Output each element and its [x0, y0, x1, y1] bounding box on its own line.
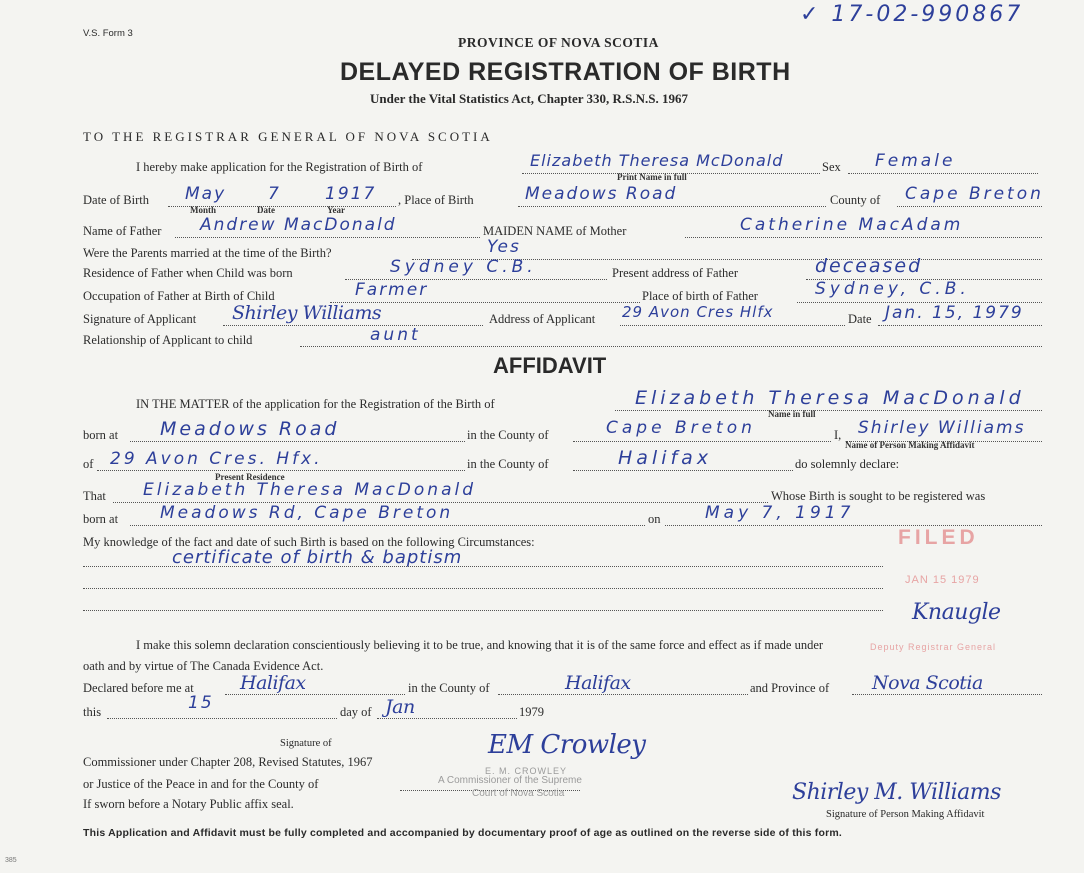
pob-label: , Place of Birth [398, 193, 474, 207]
residence-caption: Present Residence [215, 472, 285, 482]
notary-line: If sworn before a Notary Public affix seal. [83, 797, 294, 811]
declare-label: do solemnly declare: [795, 457, 900, 471]
registrar-address: TO THE REGISTRAR GENERAL OF NOVA SCOTIA [83, 129, 493, 144]
residence-label: Residence of Father when Child was born [83, 266, 293, 280]
present-address-value: deceased [815, 255, 923, 277]
knowledge-label: My knowledge of the fact and date of such Birth is based on the following Circumstances: [83, 535, 535, 549]
commissioner-stamp-line2: Court of Nova Scotia [472, 788, 565, 799]
document-title: DELAYED REGISTRATION OF BIRTH [340, 58, 791, 86]
filed-date-stamp: JAN 15 1979 [905, 574, 980, 586]
solemn-declaration-line2: oath and by virtue of The Canada Evidence Act. [83, 659, 324, 673]
declared-label: Declared before me at [83, 681, 194, 695]
mother-value: Catherine MacAdam [740, 215, 964, 235]
in-county2-label: in the County of [467, 457, 549, 471]
province-heading: PROVINCE OF NOVA SCOTIA [458, 35, 659, 50]
father-label: Name of Father [83, 224, 162, 238]
on-date-value: May 7, 1917 [705, 503, 855, 523]
declared-at-value: Halifax [240, 672, 306, 694]
that-label: That [83, 489, 106, 503]
residence-value: Sydney C.B. [390, 257, 537, 277]
affidavit-title: AFFIDAVIT [493, 353, 607, 378]
relationship-label: Relationship of Applicant to child [83, 333, 253, 347]
occupation-value: Farmer [355, 280, 429, 300]
dob-label: Date of Birth [83, 193, 149, 207]
that-name-value: Elizabeth Theresa MacDonald [143, 480, 476, 500]
affidavit-name-value: Elizabeth Theresa MacDonald [635, 387, 1025, 409]
sex-value: Female [875, 151, 956, 171]
dob-year-value: 1917 [325, 184, 377, 204]
affiant-residence-value: 29 Avon Cres. Hfx. [110, 449, 323, 469]
dob-month-caption: Month [190, 205, 217, 215]
applicant-signature: Shirley Williams [232, 302, 382, 324]
in-county-label: in the County of [467, 428, 549, 442]
father-value: Andrew MacDonald [200, 215, 397, 235]
circumstances-value: certificate of birth & baptism [172, 547, 463, 568]
filed-stamp: FILED [898, 526, 979, 549]
province-label: and Province of [750, 681, 830, 695]
affidavit-name-caption: Name in full [768, 409, 816, 419]
father-birthplace-label: Place of birth of Father [642, 289, 758, 303]
solemn-declaration-line1: I make this solemn declaration conscientiously believing it to be true, and knowing that it is of the same force and effect as if made under [136, 638, 824, 652]
born-at2-label: born at [83, 512, 119, 526]
child-name-value: Elizabeth Theresa McDonald [530, 151, 784, 170]
month-value: Jan [385, 696, 415, 718]
declared-county-value: Halifax [565, 672, 631, 694]
matter-label: IN THE MATTER of the application for the Registration of the Birth of [136, 397, 495, 411]
occupation-label: Occupation of Father at Birth of Child [83, 289, 275, 303]
on-label: on [648, 512, 661, 526]
year-value: 1979 [519, 705, 544, 719]
sex-label: Sex [822, 160, 841, 174]
declared-county-label: in the County of [408, 681, 490, 695]
date-value: Jan. 15, 1979 [885, 303, 1024, 323]
born-at-label: born at [83, 428, 119, 442]
justice-line: or Justice of the Peace in and for the County of [83, 777, 319, 791]
married-value: Yes [487, 237, 521, 257]
relationship-value: aunt [370, 325, 421, 345]
day-value: 15 [188, 693, 214, 713]
mother-label: MAIDEN NAME of Mother [483, 224, 627, 238]
commissioner-line: Commissioner under Chapter 208, Revised Statutes, 1967 [83, 755, 373, 769]
father-birthplace-value: Sydney, C.B. [815, 279, 970, 299]
whose-label: Whose Birth is sought to be registered was [771, 489, 986, 503]
registration-number: ✓ 17-02-990867 [800, 2, 1024, 27]
address-applicant-label: Address of Applicant [489, 312, 596, 326]
date-label: Date [848, 312, 872, 326]
dob-month-value: May [185, 184, 227, 204]
application-intro: I hereby make application for the Registration of Birth of [136, 160, 423, 174]
dob-date-value: 7 [268, 184, 281, 204]
born-at2-value: Meadows Rd, Cape Breton [160, 503, 454, 523]
present-address-label: Present address of Father [612, 266, 739, 280]
document-subtitle: Under the Vital Statistics Act, Chapter 330, R.S.N.S. 1967 [370, 91, 689, 106]
dob-year-caption: Year [327, 205, 345, 215]
address-applicant-value: 29 Avon Cres Hlfx [622, 303, 774, 321]
affiant-signature-caption: Signature of Person Making Affidavit [826, 809, 985, 820]
pob-value: Meadows Road [525, 184, 678, 204]
registrar-signature: Knaugle [912, 600, 1001, 625]
commissioner-signature: EM Crowley [488, 730, 646, 760]
this-label: this [83, 705, 102, 719]
child-name-caption: Print Name in full [617, 172, 687, 182]
commissioner-stamp-name: E. M. CROWLEY [485, 766, 568, 776]
county-label: County of [830, 193, 881, 207]
commissioner-stamp-line1: A Commissioner of the Supreme [438, 775, 582, 786]
affiant-county-value: Halifax [618, 447, 713, 469]
dob-date-caption: Date [257, 205, 275, 215]
form-id: V.S. Form 3 [83, 28, 133, 39]
sig-applicant-label: Signature of Applicant [83, 312, 197, 326]
footer-note: This Application and Affidavit must be fully completed and accompanied by documentary proof of age as outlined on the reverse side of this form. [83, 827, 843, 839]
affiant-signature: Shirley M. Williams [792, 780, 1001, 805]
footer-code: 385 [5, 857, 17, 864]
province-value: Nova Scotia [872, 672, 983, 694]
day-of-label: day of [340, 705, 372, 719]
affiant-name-value: Shirley Williams [858, 418, 1026, 438]
i-label: I, [834, 428, 842, 442]
married-label: Were the Parents married at the time of the Birth? [83, 246, 332, 260]
signature-of-label: Signature of [280, 738, 332, 749]
affidavit-county-value: Cape Breton [606, 418, 756, 438]
registrar-caption: Deputy Registrar General [870, 642, 997, 652]
born-at-value: Meadows Road [160, 418, 340, 440]
affiant-caption: Name of Person Making Affidavit [845, 440, 975, 450]
of-label: of [83, 457, 94, 471]
county-value: Cape Breton [905, 184, 1044, 204]
